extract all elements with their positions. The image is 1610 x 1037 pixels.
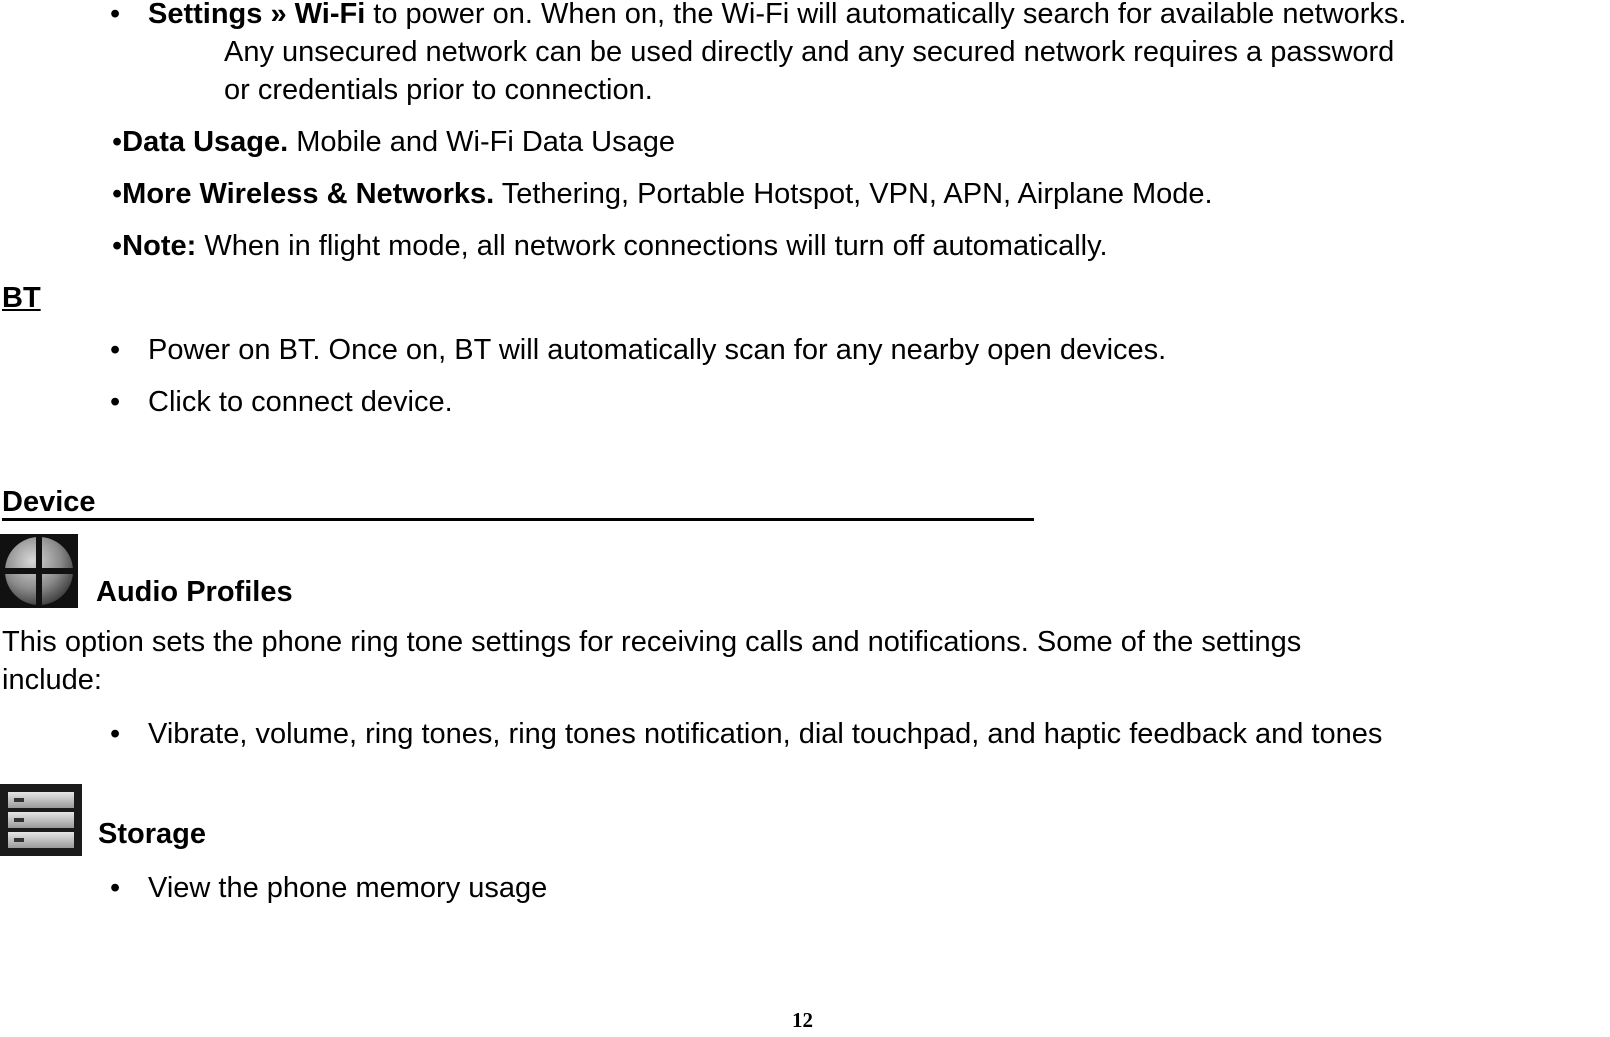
wifi-bold: Settings » Wi-Fi xyxy=(148,0,366,30)
wifi-line-1 xyxy=(148,0,1406,31)
audio-desc-line-1: This option sets the phone ring tone settings for receiving calls and notifications. Some of the settings xyxy=(2,626,1302,658)
list-item-data-usage: •Data Usage. Mobile and Wi-Fi Data Usage xyxy=(112,126,675,158)
item-bold: Note: xyxy=(122,230,197,262)
audio-bullet: Vibrate, volume, ring tones, ring tones notification, dial touchpad, and haptic feedback and tones xyxy=(148,718,1383,750)
item-bold: Data Usage. xyxy=(122,126,289,158)
item-text: When in flight mode, all network connections will turn off automatically. xyxy=(196,230,1108,262)
device-heading: Device xyxy=(2,486,96,518)
wifi-line-3: or credentials prior to connection. xyxy=(224,74,653,106)
storage-icon xyxy=(0,784,82,856)
audio-desc-line-2: include: xyxy=(2,664,102,696)
device-heading-underline xyxy=(2,518,1034,521)
bt-heading: BT xyxy=(2,282,41,314)
bt-bullet-2: Click to connect device. xyxy=(148,386,453,418)
item-text: Tethering, Portable Hotspot, VPN, APN, Airplane Mode. xyxy=(494,178,1213,210)
item-bold: More Wireless & Networks. xyxy=(122,178,495,210)
bullet-dot: • xyxy=(110,334,121,366)
bullet-dot: • xyxy=(110,872,121,904)
item-text: Mobile and Wi-Fi Data Usage xyxy=(288,126,675,158)
list-item-note: •Note: When in flight mode, all network connections will turn off automatically. xyxy=(112,230,1108,262)
storage-title: Storage xyxy=(98,818,206,850)
wifi-line-2: Any unsecured network can be used directly and any secured network requires a password xyxy=(224,36,1395,68)
bullet-dot: • xyxy=(110,386,121,418)
page-number: 12 xyxy=(792,1008,813,1032)
storage-bullet: View the phone memory usage xyxy=(148,872,548,904)
audio-profiles-title: Audio Profiles xyxy=(96,576,293,608)
bt-bullet-1: Power on BT. Once on, BT will automatically scan for any nearby open devices. xyxy=(148,334,1167,366)
bullet-dot: • xyxy=(110,0,121,30)
audio-profiles-icon xyxy=(0,534,78,608)
wifi-text: to power on. When on, the Wi-Fi will automatically search for available networks. xyxy=(365,0,1407,30)
bullet-dot: • xyxy=(110,718,121,750)
list-item-more-wireless: •More Wireless & Networks. Tethering, Portable Hotspot, VPN, APN, Airplane Mode. xyxy=(112,178,1213,210)
